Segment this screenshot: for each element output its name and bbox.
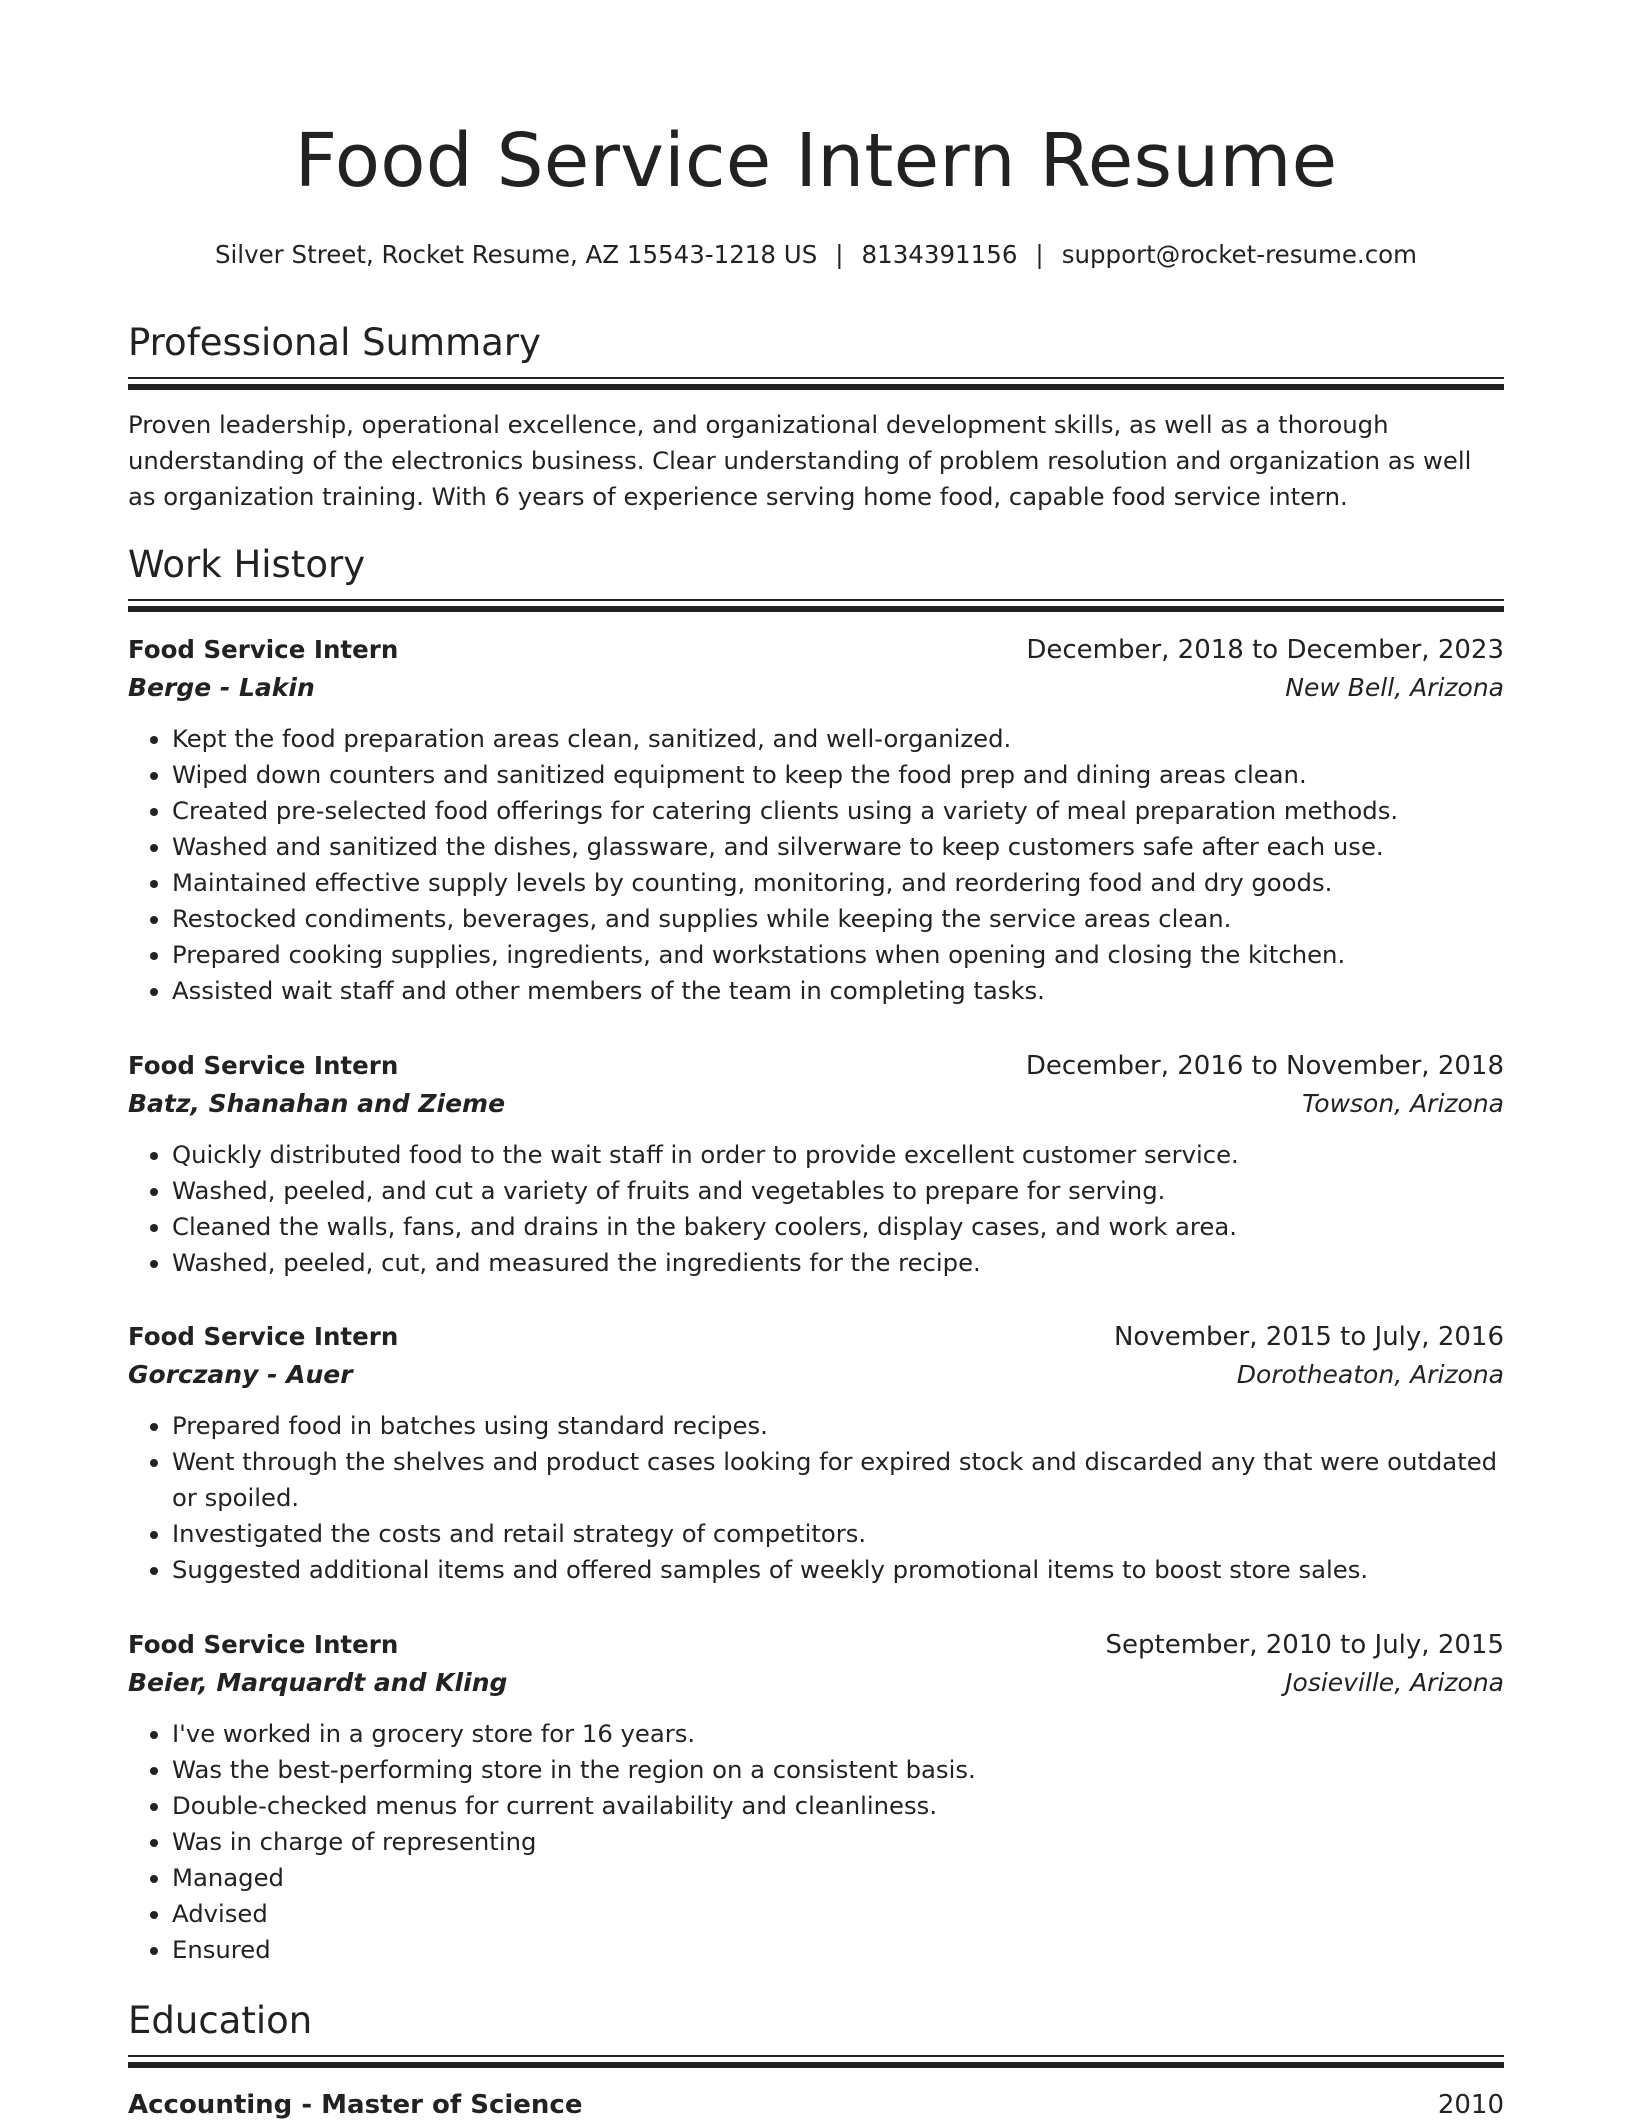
job-location: New Bell, Arizona: [1285, 673, 1504, 702]
job-bullet: • I've worked in a grocery store for 16 years.: [172, 1716, 1504, 1752]
job-bullet: • Washed and sanitized the dishes, glassware, and silverware to keep customers safe after each use.: [172, 829, 1504, 865]
job-bullets: [128, 1716, 1504, 1968]
job-bullet: • Washed, peeled, cut, and measured the ingredients for the recipe.: [172, 1245, 1504, 1281]
work-section-header: [128, 542, 1504, 588]
section-divider: [128, 606, 1504, 612]
job-bullet: • Investigated the costs and retail strategy of competitors.: [172, 1516, 1504, 1552]
job-bullet: • Managed: [172, 1860, 1504, 1896]
job-bullet: • Prepared food in batches using standard recipes.: [172, 1408, 1504, 1444]
job-bullet: • Maintained effective supply levels by counting, monitoring, and reordering food and dry goods.: [172, 865, 1504, 901]
job-title: Food Service Intern: [128, 1630, 399, 1659]
education-year: 2010: [1437, 2090, 1504, 2120]
job-bullet: • Ensured: [172, 1932, 1504, 1968]
job-bullet: • Was in charge of representing: [172, 1824, 1504, 1860]
contact-address: Silver Street, Rocket Resume, AZ 15543-1218 US: [214, 240, 818, 269]
job-bullet: • Was the best-performing store in the region on a consistent basis.: [172, 1752, 1504, 1788]
job-dates: September, 2010 to July, 2015: [1105, 1630, 1504, 1660]
section-divider: [128, 2062, 1504, 2068]
contact-email: support@rocket-resume.com: [1061, 240, 1418, 269]
job-dates: December, 2018 to December, 2023: [1026, 635, 1504, 665]
job-entry: [128, 1626, 1504, 1968]
job-bullet: • Washed, peeled, and cut a variety of fruits and vegetables to prepare for serving.: [172, 1173, 1504, 1209]
job-title: Food Service Intern: [128, 635, 399, 664]
work-heading: Work History: [128, 543, 366, 586]
section-divider: [128, 599, 1504, 601]
summary-text: Proven leadership, operational excellence, and organizational development skills, as well as a thorough understanding of the electronics business. Clear understanding of problem resolution and organization as well as organization training. With 6 years of experience serving home food, capable food service intern.: [128, 410, 1472, 511]
job-entry: [128, 1047, 1504, 1281]
job-bullets: [128, 1408, 1504, 1588]
job-bullet: • Prepared cooking supplies, ingredients, and workstations when opening and closing the kitchen.: [172, 937, 1504, 973]
resume-title: Food Service Intern Resume: [294, 118, 1338, 204]
job-bullet: • Restocked condiments, beverages, and supplies while keeping the service areas clean.: [172, 901, 1504, 937]
job-company: Berge - Lakin: [128, 673, 315, 702]
job-bullet: • Advised: [172, 1896, 1504, 1932]
education-entry: [128, 2085, 1504, 2125]
section-divider: [128, 2055, 1504, 2057]
job-entry: [128, 631, 1504, 1009]
job-company: Beier, Marquardt and Kling: [128, 1668, 508, 1697]
job-bullet: • Went through the shelves and product cases looking for expired stock and discarded any that were outdated or spoiled.: [172, 1444, 1504, 1516]
job-location: Josieville, Arizona: [1285, 1668, 1504, 1697]
job-bullets: [128, 1137, 1504, 1281]
job-bullet: • Created pre-selected food offerings for catering clients using a variety of meal preparation methods.: [172, 793, 1504, 829]
job-entry: [128, 1318, 1504, 1588]
job-bullet: • Double-checked menus for current availability and cleanliness.: [172, 1788, 1504, 1824]
job-dates: November, 2015 to July, 2016: [1113, 1322, 1504, 1352]
contact-line: [128, 240, 1504, 269]
job-bullet: • Cleaned the walls, fans, and drains in the bakery coolers, display cases, and work area.: [172, 1209, 1504, 1245]
job-bullet: • Wiped down counters and sanitized equipment to keep the food prep and dining areas clean.: [172, 757, 1504, 793]
summary-section-header: [128, 320, 1504, 366]
summary-heading: Professional Summary: [128, 321, 541, 364]
contact-phone: 8134391156: [861, 240, 1018, 269]
job-bullets: [128, 721, 1504, 1009]
job-company: Batz, Shanahan and Zieme: [128, 1089, 506, 1118]
job-title: Food Service Intern: [128, 1322, 399, 1351]
job-dates: December, 2016 to November, 2018: [1025, 1051, 1504, 1081]
education-degree: Accounting - Master of Science: [128, 2090, 583, 2120]
job-bullet: • Quickly distributed food to the wait staff in order to provide excellent customer service.: [172, 1137, 1504, 1173]
contact-separator: |: [1035, 240, 1044, 269]
section-divider: [128, 377, 1504, 379]
job-bullet: • Kept the food preparation areas clean, sanitized, and well-organized.: [172, 721, 1504, 757]
job-location: Towson, Arizona: [1302, 1089, 1504, 1118]
job-bullet: • Assisted wait staff and other members of the team in completing tasks.: [172, 973, 1504, 1009]
job-title: Food Service Intern: [128, 1051, 399, 1080]
education-heading: Education: [128, 1999, 313, 2042]
job-company: Gorczany - Auer: [128, 1360, 353, 1389]
job-location: Dorotheaton, Arizona: [1236, 1360, 1504, 1389]
contact-separator: |: [835, 240, 844, 269]
job-bullet: • Suggested additional items and offered samples of weekly promotional items to boost store sales.: [172, 1552, 1504, 1588]
education-section-header: [128, 1998, 1504, 2044]
section-divider: [128, 384, 1504, 390]
